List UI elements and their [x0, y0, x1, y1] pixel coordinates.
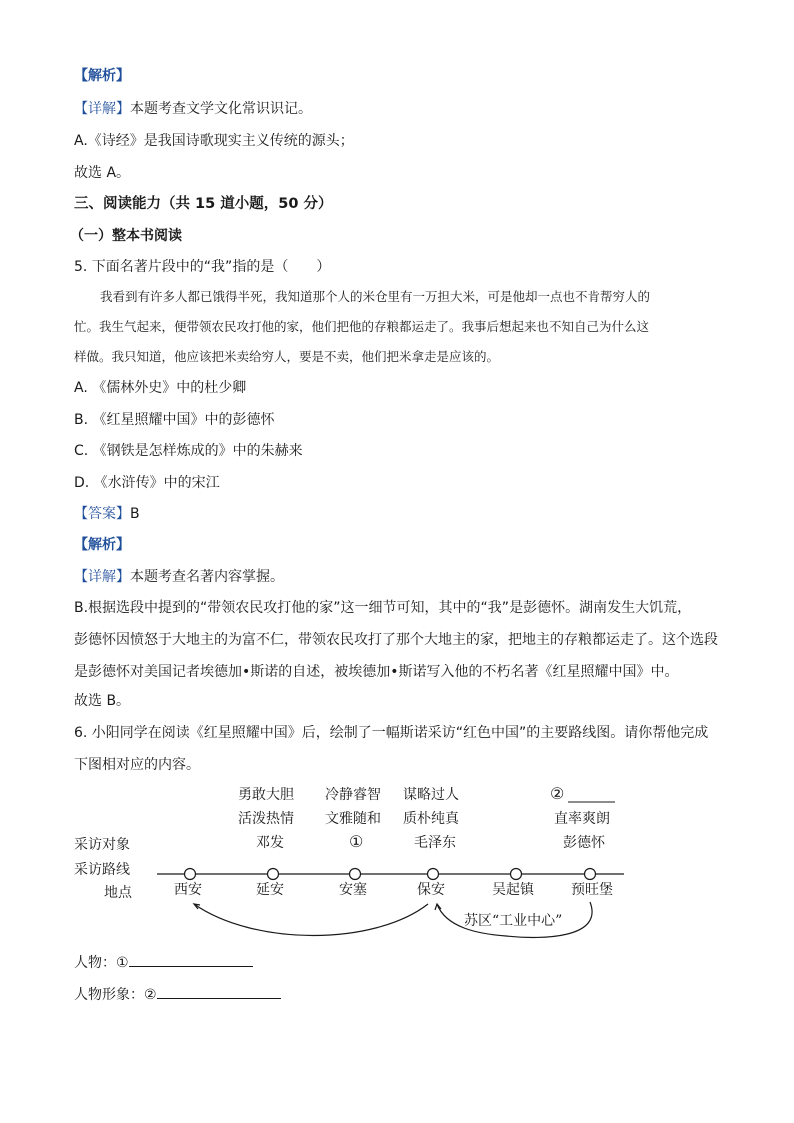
q4-analysis-label: 【解析】 [74, 68, 130, 84]
trait-mao-2: 质朴纯真 [403, 811, 459, 827]
trait-blank2-1: ② [550, 784, 565, 803]
q6-fill-1 [74, 952, 253, 973]
node-wuqizhen [511, 869, 522, 880]
q5-answer-label: 【答案】 [74, 506, 130, 522]
fill-2-blank[interactable] [157, 984, 281, 999]
place-xian: 西安 [174, 882, 202, 898]
place-yuwangbao: 预旺堡 [571, 882, 613, 898]
arc-label-industrial-center: 苏区“工业中心” [464, 913, 563, 929]
q4-choose: 故选 A。 [74, 165, 131, 181]
place-ansai: 安塞 [339, 882, 367, 898]
person-peng: 彭德怀 [563, 835, 605, 851]
q5-answer [74, 504, 140, 524]
q5-choose: 故选 B。 [74, 693, 131, 709]
trait-peng-2: 直率爽朗 [554, 811, 610, 827]
q5-detail-text: 本题考查名著内容掌握。 [130, 569, 284, 585]
q5-answer-value: B [130, 506, 140, 522]
q6-stem-line: 下图相对应的内容。 [74, 757, 200, 773]
trait-blank1-1: 冷静睿智 [325, 787, 381, 803]
q4-detail-text: 本题考查文学文化常识识记。 [130, 101, 312, 117]
arc-baoan-xian [194, 904, 428, 936]
q4-detail [74, 99, 312, 119]
trait-dengfa-1: 勇敢大胆 [238, 787, 294, 803]
q4-detail-label: 【详解】 [74, 101, 130, 117]
row-label-route: 采访路线 [74, 862, 130, 878]
section-title: 三、阅读能力（共 15 道小题，50 分） [74, 196, 333, 212]
fill-1-blank[interactable] [129, 952, 253, 967]
q5-quote-line: 忙。我生气起来，便带领农民攻打他的家，他们把他的存粮都运走了。我事后想起来也不知自己为什么这 [74, 319, 650, 334]
q5-explain-line: B.根据选段中提到的“带领农民攻打他的家”这一细节可知，其中的“我”是彭德怀。湖南发生大饥荒， [74, 600, 692, 616]
trait-mao-1: 谋略过人 [403, 787, 459, 803]
route-diagram [74, 778, 644, 953]
person-dengfa: 邓发 [256, 835, 284, 851]
place-yanan: 延安 [256, 882, 284, 898]
fill-1-label: 人物：① [74, 955, 129, 971]
trait-dengfa-2: 活泼热情 [238, 811, 294, 827]
person-mao: 毛泽东 [414, 835, 456, 851]
trait-blank1-2: 文雅随和 [325, 811, 381, 827]
person-blank1: ① [349, 832, 364, 851]
q5-option-c: C. 《钢铁是怎样炼成的》中的朱赫来 [74, 443, 303, 459]
q5-quote-line: 我看到有许多人都已饿得半死，我知道那个人的米仓里有一万担大米，可是他却一点也不肯帮穷人的 [100, 289, 651, 304]
q5-stem: 5. 下面名著片段中的“我”指的是（ ） [74, 259, 331, 275]
subsection-title: （一）整本书阅读 [70, 228, 182, 244]
fill-2-label: 人物形象：② [74, 987, 157, 1003]
q4-option-a-explain: A.《诗经》是我国诗歌现实主义传统的源头； [74, 133, 354, 149]
node-yuwangbao [585, 869, 596, 880]
q5-explain-line: 是彭德怀对美国记者埃德加•斯诺的自述，被埃德加•斯诺写入他的不朽名著《红星照耀中国》中。 [74, 664, 679, 680]
place-wuqizhen: 吴起镇 [492, 882, 534, 898]
q5-option-b: B. 《红星照耀中国》中的彭德怀 [74, 412, 275, 428]
q5-quote [74, 282, 724, 372]
q6-stem-line: 6. 小阳同学在阅读《红星照耀中国》后，绘制了一幅斯诺采访“红色中国”的主要路线图。请你帮他完成 [74, 725, 709, 741]
q6-fill-2 [74, 984, 281, 1005]
q5-option-a: A. 《儒林外史》中的杜少卿 [74, 380, 247, 396]
q5-detail-label: 【详解】 [74, 569, 130, 585]
q5-detail [74, 567, 284, 587]
q6-stem [74, 717, 734, 781]
node-baoan [428, 869, 439, 880]
q5-explanation [74, 592, 734, 688]
q5-analysis-label: 【解析】 [74, 537, 130, 553]
q5-explain-line: 彭德怀因愤怒于大地主的为富不仁，带领农民攻打了那个大地主的家，把地主的存粮都运走了。这个选段 [74, 632, 718, 648]
node-yanan [268, 869, 279, 880]
place-baoan: 保安 [417, 882, 445, 898]
row-label-interviewee: 采访对象 [74, 837, 130, 853]
q5-option-d: D. 《水浒传》中的宋江 [74, 475, 220, 491]
q5-quote-line: 样做。我只知道，他应该把米卖给穷人，要是不卖，他们把米拿走是应该的。 [74, 349, 500, 364]
node-xian [185, 869, 196, 880]
row-label-place: 地点 [104, 885, 132, 901]
node-ansai [350, 869, 361, 880]
